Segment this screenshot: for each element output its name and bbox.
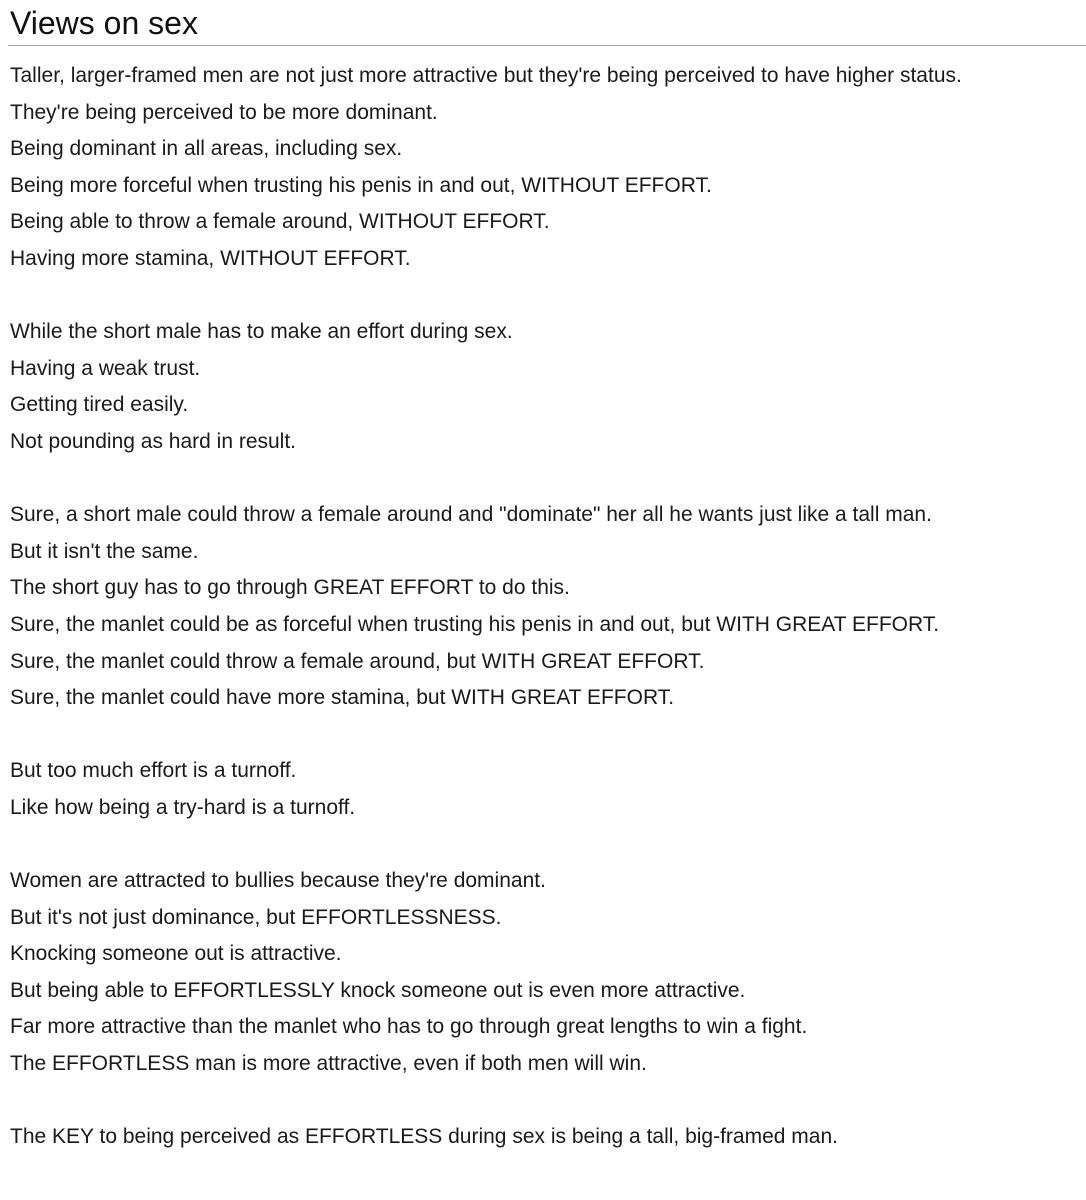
text-line: Sure, a short male could throw a female around and "dominate" her all he wants just like a tall man.	[10, 503, 932, 527]
paragraph-1	[10, 58, 1086, 278]
text-line: The EFFORTLESS man is more attractive, even if both men will win.	[10, 1052, 647, 1076]
paragraph-5	[10, 863, 1086, 1083]
text-line: Sure, the manlet could be as forceful when trusting his penis in and out, but WITH GREAT EFFORT.	[10, 612, 940, 636]
paragraph-4	[10, 753, 1086, 826]
text-line: They're being perceived to be more dominant.	[10, 100, 438, 124]
heading-divider	[8, 45, 1086, 46]
paragraph-6	[10, 1119, 1086, 1156]
text-line: Being dominant in all areas, including sex.	[10, 137, 403, 161]
text-line: But being able to EFFORTLESSLY knock someone out is even more attractive.	[10, 978, 746, 1002]
paragraph-2	[10, 314, 1086, 460]
text-line: While the short male has to make an effort during sex.	[10, 320, 513, 344]
section-heading: Views on sex	[10, 5, 198, 41]
paragraph-gap	[10, 1083, 1086, 1120]
text-line: Being able to throw a female around, WITHOUT EFFORT.	[10, 210, 550, 234]
text-line: Having more stamina, WITHOUT EFFORT.	[10, 246, 411, 270]
text-line: Not pounding as hard in result.	[10, 429, 297, 453]
text-line: Knocking someone out is attractive.	[10, 942, 342, 966]
text-line: The short guy has to go through GREAT EFFORT to do this.	[10, 576, 570, 600]
section-body	[10, 58, 1086, 1156]
text-line: The KEY to being perceived as EFFORTLESS during sex is being a tall, big-framed man.	[10, 1125, 838, 1149]
text-line: Having a weak trust.	[10, 356, 201, 380]
text-line: Being more forceful when trusting his penis in and out, WITHOUT EFFORT.	[10, 173, 712, 197]
text-line: Like how being a try-hard is a turnoff.	[10, 795, 356, 819]
text-line: Women are attracted to bullies because they're dominant.	[10, 869, 546, 893]
text-line: Sure, the manlet could throw a female around, but WITH GREAT EFFORT.	[10, 649, 705, 673]
text-line: But it's not just dominance, but EFFORTLESSNESS.	[10, 905, 502, 929]
text-line: But too much effort is a turnoff.	[10, 759, 297, 783]
text-line: But it isn't the same.	[10, 539, 199, 563]
paragraph-gap	[10, 717, 1086, 754]
paragraph-gap	[10, 461, 1086, 498]
paragraph-3	[10, 497, 1086, 717]
paragraph-gap	[10, 278, 1086, 315]
text-line: Far more attractive than the manlet who has to go through great lengths to win a fight.	[10, 1015, 808, 1039]
text-line: Getting tired easily.	[10, 393, 189, 417]
text-line: Sure, the manlet could have more stamina, but WITH GREAT EFFORT.	[10, 686, 675, 710]
paragraph-gap	[10, 826, 1086, 863]
text-line: Taller, larger-framed men are not just more attractive but they're being perceived to have higher status.	[10, 64, 962, 87]
